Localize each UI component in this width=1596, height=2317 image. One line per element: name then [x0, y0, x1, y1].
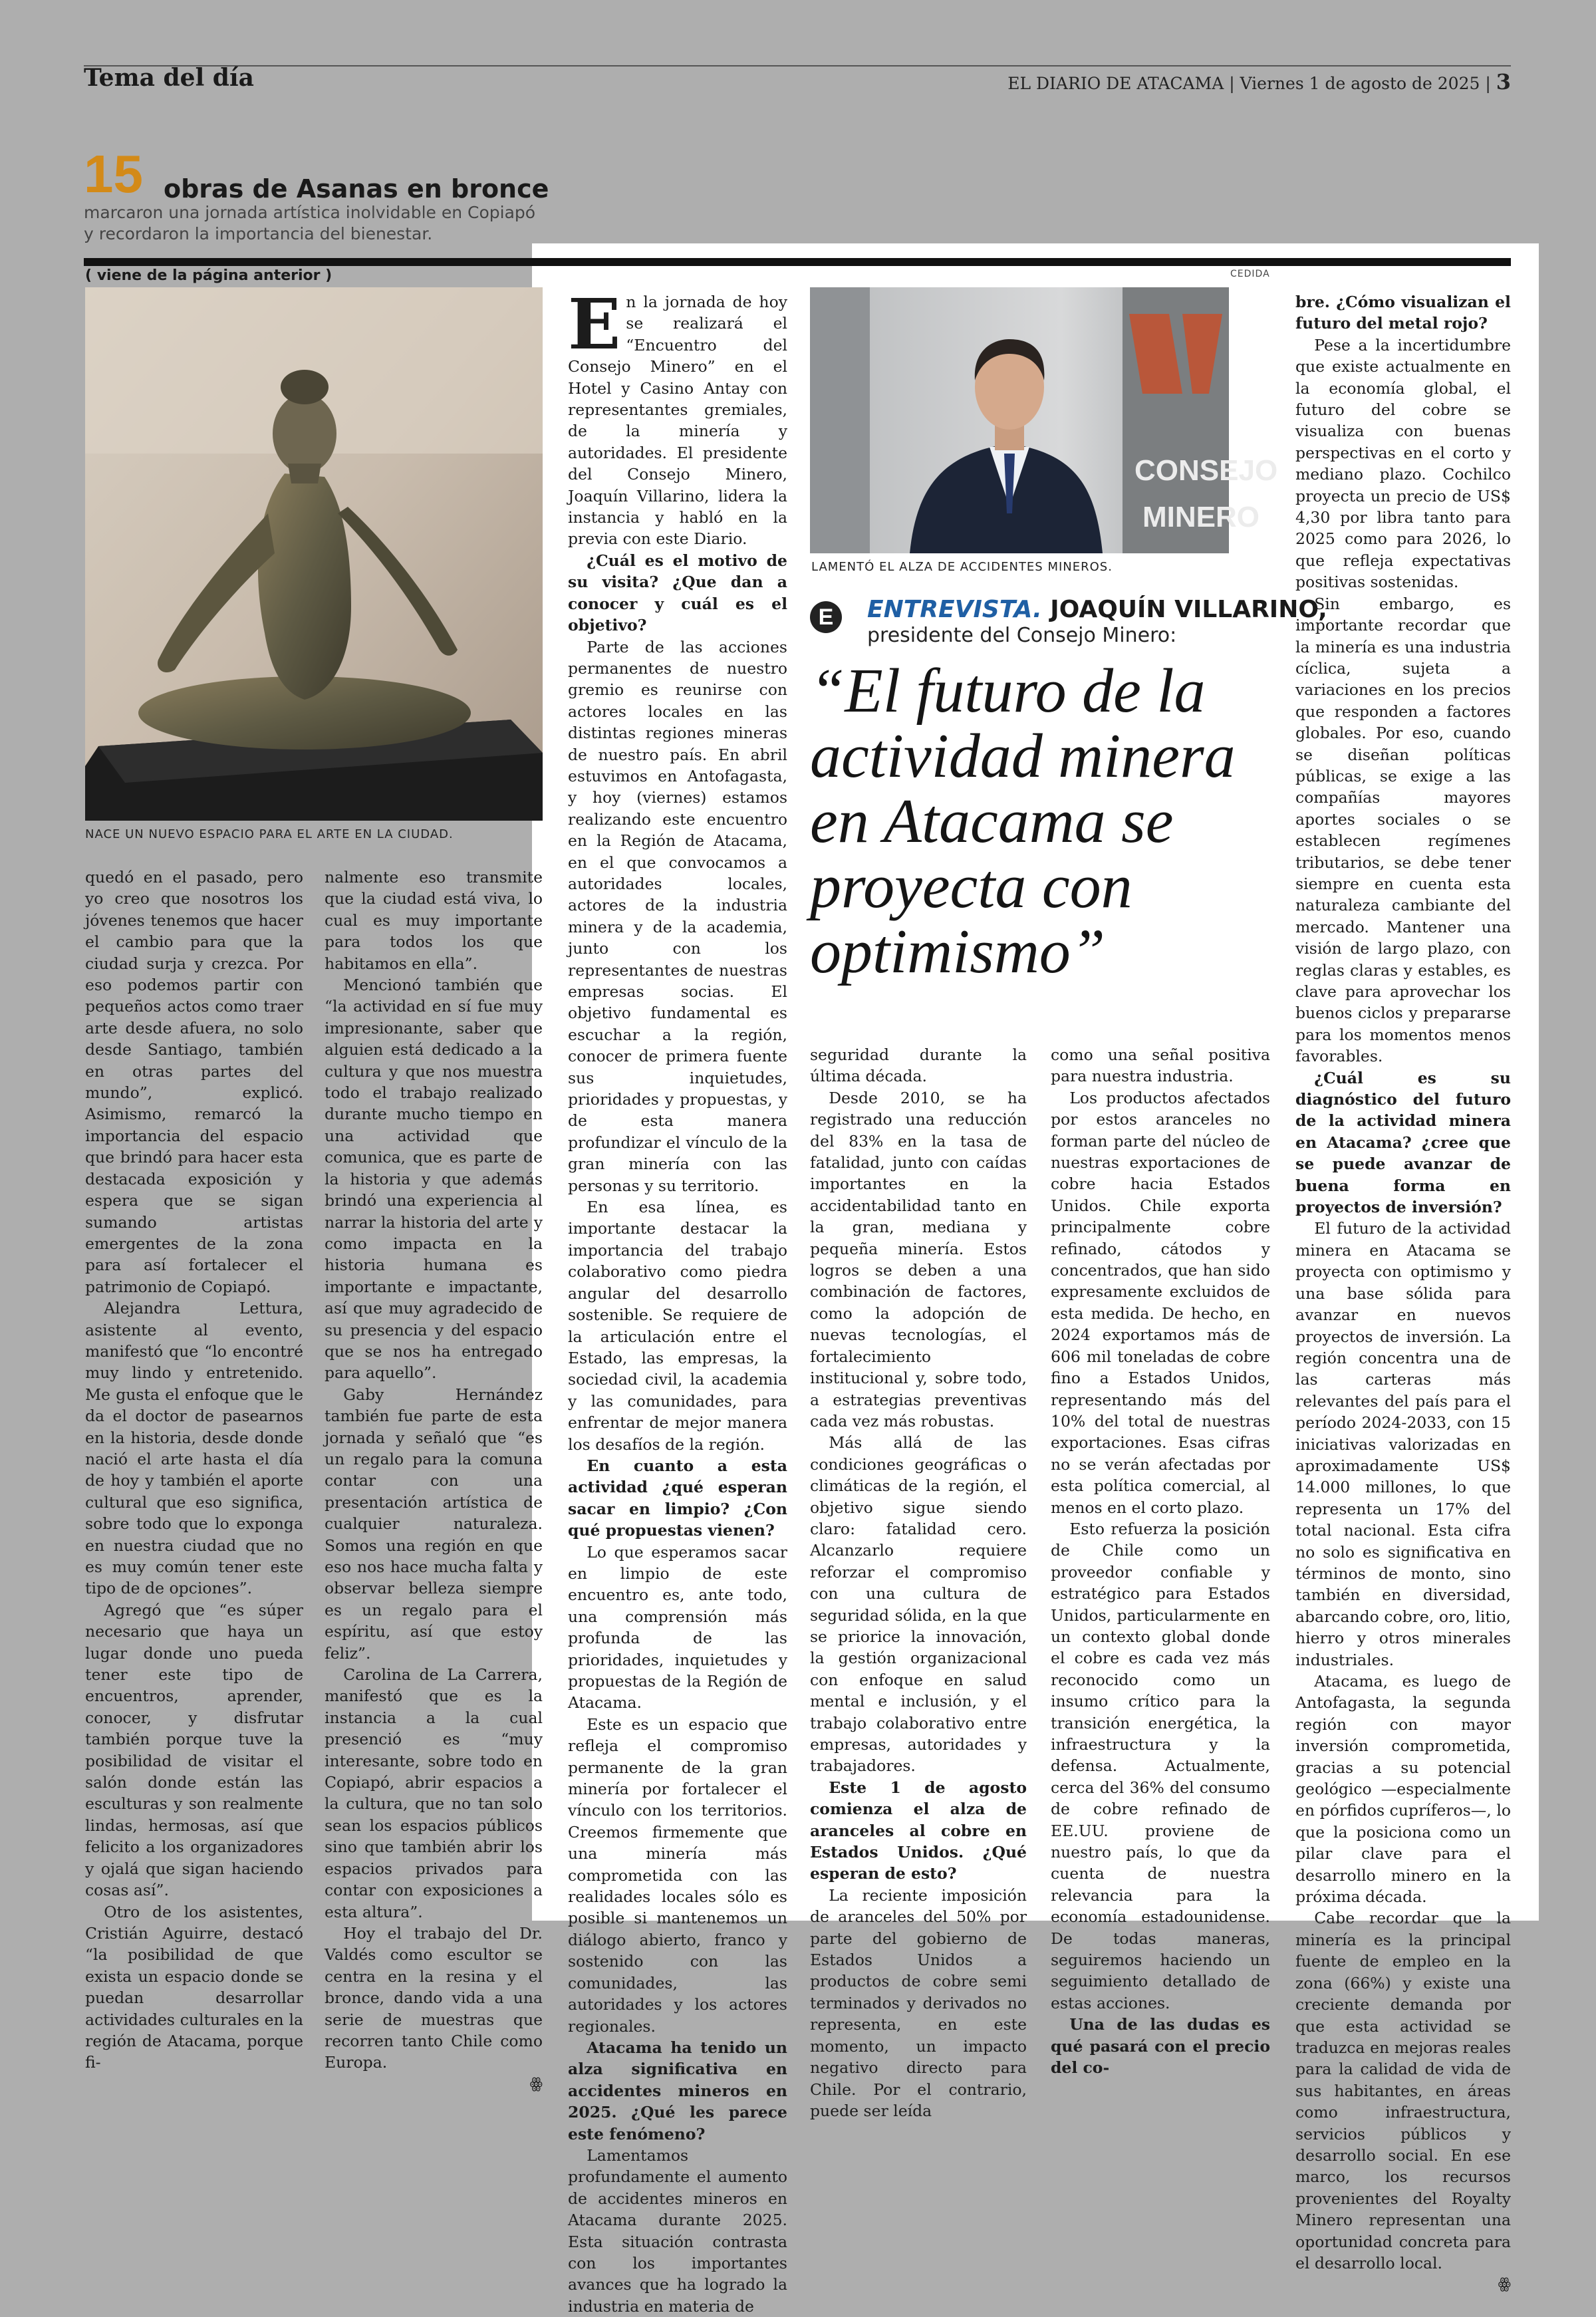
interview-type: ENTREVISTA.	[867, 596, 1042, 623]
answer: Lo que esperamos sacar en limpio de este encuentro es, ante todo, una comprensión más profunda de las prioridades, inquietudes y propuestas de la Región de Atacama.	[568, 1542, 787, 1712]
intro-text: n la jornada de hoy se realizará el “Encuentro del Consejo Minero” en el Hotel y Casino Antay con representantes gremiales, de la minería y autoridades. El presidente del Consejo Minero, Joaquín Villarino, lidera la instancia y habló en la previa con este Diario.	[568, 293, 787, 549]
article-column-2	[325, 867, 543, 2095]
kicker-number: 15	[84, 144, 143, 204]
interview-badge: E	[810, 601, 842, 633]
interview-column-3	[1051, 1044, 1270, 2079]
answer: Parte de las acciones permanentes de nuestro gremio es reunirse con actores locales en las distintas regiones mineras de nuestro país. En abril estuvimos en Antofagasta, y hoy (viernes) estamos realizando este encuentro en la Región de Atacama, en el que convocamos a autoridades locales, actores de la industria minera y de la academia, junto con los representantes de nuestras empresas socias. El objetivo fundamental es escuchar a la región, conocer de primera fuente sus inquietudes, prioridades y propuestas, y de esta manera profundizar el vínculo de la gran minería con las personas y su territorio.	[568, 637, 787, 1195]
interview-column-4	[1295, 291, 1511, 2296]
question: ¿Cuál es el motivo de su visita? ¿Que dan a conocer y cuál es el objetivo?	[568, 551, 787, 635]
sign-text-2: MINERO	[1142, 501, 1260, 533]
answer: En esa línea, es importante destacar la importancia del trabajo colaborativo como piedra angular del desarrollo sostenible. Se requiere de la articulación entre el Estado, las empresas, la sociedad civil, la academia y las comunidades, para enfrentar de mejor manera los desafíos de la región.	[568, 1198, 787, 1454]
portrait-caption: LAMENTÓ EL ALZA DE ACCIDENTES MINEROS.	[811, 560, 1113, 574]
paragraph: Agregó que “es súper necesario que haya un lugar donde uno pueda tener este tipo de encuentros, aprender, conocer, y disfrutar también porque tuve la posibilidad de visitar el salón donde están las esculturas y son realmente lindas, hermosas, así que felicito a los organizadores y ojalá que sigan haciendo cosas así”.	[85, 1600, 303, 1900]
kicker-subtitle: marcaron una jornada artística inolvidable en Copiapó y recordaron la importancia del bienestar.	[84, 203, 536, 243]
question: En cuanto a esta actividad ¿qué esperan sacar en limpio? ¿Con qué propuestas vienen?	[568, 1456, 787, 1540]
answer: Pese a la incertidumbre que existe actualmente en la economía global, el futuro del cobre se visualiza con buenas perspectivas en el corto y mediano plazo. Cochilco proyecta un precio de US$ 4,30 por libra tanto para 2025 como para 2026, lo que refleja expectativas positivas sostenidas.	[1295, 335, 1511, 592]
answer: Cabe recordar que la minería es la principal fuente de empleo en la zona (66%) y existe una creciente demanda por que esta actividad se traduzca en mejoras reales para la calidad de vida de sus habitantes, en áreas como infraestructura, servicios públicos y desarrollo social. En ese marco, los recursos provenientes del Royalty Minero representan una oportunidad concreta para el desarrollo local.	[1295, 1909, 1511, 2272]
question: Una de las dudas es qué pasará con el precio del co-	[1051, 2015, 1270, 2078]
page-number: 3	[1496, 69, 1511, 94]
section-rule	[84, 258, 1511, 266]
answer: Más allá de las condiciones geográficas o climáticas de la región, el objetivo sigue siendo claro: fatalidad cero. Alcanzarlo requiere reforzar el compromiso con una cultura de seguridad sólida, en la que se priorice la innovación, la gestión organizacional con enfoque en salud mental e inclusión, y el trabajo colaborativo entre empresas, autoridades y trabajadores.	[810, 1433, 1027, 1776]
continued-note: ( viene de la página anterior )	[85, 267, 332, 284]
answer: Los productos afectados por estos aranceles no forman parte del núcleo de nuestras exportaciones de cobre hacia Estados Unidos. Chile exporta principalmente cobre refinado, cátodos y concentrados, que han sido expresamente excluidos de esta medida. De hecho, en 2024 exportamos más de 606 mil toneladas de cobre fino a Estados Unidos, representando más del 10% del total de nuestras exportaciones. Esas cifras no se verán afectadas por esta política comercial, al menos en el corto plazo.	[1051, 1088, 1270, 1517]
question: Este 1 de agosto comienza el alza de aranceles al cobre en Estados Unidos. ¿Qué esperan de esto?	[810, 1778, 1027, 1883]
header-rule	[84, 65, 1511, 67]
paragraph: Mencionó también que “la actividad en sí fue muy impresionante, saber que alguien está dedicado a la cultura y que nos muestra todo el trabajo realizado durante mucho tiempo en una actividad que comunica, que es parte de la historia y que además brindó una experiencia al narrar la historia del arte y como impacta en la historia humana es importante e impactante, así que muy agradecido de su presencia y del espacio que se nos ha entregado para aquello”.	[325, 976, 543, 1383]
question: bre. ¿Cómo visualizan el futuro del metal rojo?	[1295, 293, 1511, 333]
photo-credit: CEDIDA	[1230, 269, 1270, 279]
interview-label	[867, 596, 1327, 623]
question: Atacama ha tenido un alza significativa en accidentes mineros en 2025. ¿Qué les parece este fenómeno?	[568, 2038, 787, 2143]
interview-column-1	[568, 283, 787, 2317]
portrait-photo	[810, 287, 1278, 553]
interviewee-role: presidente del Consejo Minero:	[867, 624, 1177, 647]
answer: El futuro de la actividad minera en Atacama se proyecta con optimismo y una base sólida para avanzar en nuevos proyectos de inversión. La región concentra una de las carteras más relevantes del país para el período 2024-2033, con 15 iniciativas valorizadas en aproximadamente US$ 14.000 millones, lo que representa un 17% del total nacional. Esta cifra no solo es significativa en términos de monto, sino también en diversidad, abarcando cobre, oro, litio, hierro y otros minerales industriales.	[1295, 1219, 1511, 1669]
answer: Lamentamos profundamente el aumento de accidentes mineros en Atacama durante 2025. Esta situación contrasta con los importantes avances que ha logrado la industria en materia de	[568, 2145, 787, 2316]
question: ¿Cuál es su diagnóstico del futuro de la actividad minera en Atacama? ¿cree que se puede avanzar de buena forma en proyectos de inversión?	[1295, 1068, 1511, 1217]
interviewee-name: JOAQUÍN VILLARINO,	[1050, 596, 1327, 623]
answer: Desde 2010, se ha registrado una reducción del 83% en la tasa de fatalidad, junto con caídas importantes en la accidentabilidad tanto en la gran, mediana y pequeña minería. Estos logros se deben a una combinación de factores, como la adopción de nuevas tecnologías, el fortalecimiento institucional y, sobre todo, a estrategias preventivas cada vez más robustas.	[810, 1088, 1027, 1431]
paragraph: nalmente eso transmite que la ciudad está viva, lo cual es muy importante para todos los que habitamos en ella”.	[325, 868, 543, 973]
kicker-title: obras de Asanas en bronce	[164, 174, 549, 204]
headline: “El futuro de la actividad minera en Atacama se proyecta con optimismo”	[810, 656, 1236, 986]
answer: seguridad durante la última década.	[810, 1045, 1027, 1086]
paragraph: Carolina de La Carrera, manifestó que es la instancia a la cual presenció es “muy interesante, sobre todo en Copiapó, abrir espacios a la cultura, que no tan solo sean los espacios públicos sino que también abrir los espacios privados para contar con exposiciones a esta altura”.	[325, 1665, 543, 1921]
answer: Sin embargo, es importante recordar que la minería es una industria cíclica, sujeta a variaciones en los precios que responden a factores globales. Por eso, cuando se diseñan políticas públicas, se exige a las compañías mayores aportes sociales o se establecen regímenes tributarios, se debe tener siempre en cuenta esta naturaleza cambiante del mercado. Mantener una visión de largo plazo, con reglas claras y estables, es clave para aprovechar los buenos ciclos y prepararse para los momentos menos favorables.	[1295, 594, 1511, 1066]
paragraph: Hoy el trabajo del Dr. Valdés como escultor se centra en la resina y el bronce, dando vida a una serie de muestras que recorren tanto Chile como Europa.	[325, 1923, 543, 2072]
paragraph: Alejandra Lettura, asistente al evento, manifestó que “lo encontré muy lindo y entretenido. Me gusta el enfoque que le da el doctor de pasearnos en la historia, desde donde nació el arte hasta el día de hoy y también el aporte cultural que eso significa, sobre todo que lo exponga en nuestra ciudad que no es muy común tener este tipo de de opciones”.	[85, 1299, 303, 1598]
paragraph: Gaby Hernández también fue parte de esta jornada y señaló que “es un regalo para la comuna contar con una presentación artística de cualquier naturaleza. Somos una región en que eso nos hace mucha falta y observar belleza siempre es un regalo para el espíritu, así que estoy feliz”.	[325, 1385, 543, 1663]
answer: Atacama, es luego de Antofagasta, la segunda región con mayor inversión comprometida, gracias a su potencial geológico —especialmente en pórfidos cupríferos—, lo que la posiciona como un pilar clave para el desarrollo minero en la próxima década.	[1295, 1672, 1511, 1907]
sculpture-photo	[85, 287, 543, 821]
article-column-1	[85, 867, 303, 2074]
answer: Este es un espacio que refleja el compromiso permanente de la gran minería por fortalecer el vínculo con los territorios. Creemos firmemente que una minería más comprometida con las realidades locales sólo es posible si mantenemos un diálogo abierto, franco y sostenido con las comunidades, las autoridades y los actores regionales.	[568, 1714, 787, 2036]
interview-column-2	[810, 1044, 1027, 2121]
drop-cap: E	[568, 283, 621, 365]
answer: como una señal positiva para nuestra industria.	[1051, 1045, 1270, 1086]
end-mark: ꙮ	[529, 2075, 543, 2092]
end-mark: ꙮ	[1498, 2276, 1511, 2293]
answer: La reciente imposición de aranceles del 50% por parte del gobierno de Estados Unidos a productos de cobre semi terminados y derivados no representa, en este momento, un impacto negativo directo para Chile. Por el contrario, puede ser leída	[810, 1885, 1027, 2120]
masthead-text: EL DIARIO DE ATACAMA | Viernes 1 de agosto de 2025 |	[1007, 74, 1491, 93]
masthead	[1007, 69, 1511, 94]
section-label: Tema del día	[84, 64, 254, 92]
paragraph: Otro de los asistentes, Cristián Aguirre, destacó “la posibilidad de que exista un espacio donde se puedan desarrollar actividades culturales en la región de Atacama, porque fi-	[85, 1902, 303, 2072]
sign-text-1: CONSEJO	[1134, 454, 1278, 487]
answer: Esto refuerza la posición de Chile como un proveedor confiable y estratégico para Estados Unidos, particularmente en un contexto global donde el cobre es cada vez más reconocido como un insumo crítico para la transición energética, la infraestructura y la defensa. Actualmente, cerca del 36% del consumo de cobre refinado de EE.UU. proviene de nuestro país, lo que da cuenta de nuestra relevancia para la economía estadounidense. De todas maneras, seguiremos haciendo un seguimiento detallado de estas acciones.	[1051, 1519, 1270, 2012]
paragraph: quedó en el pasado, pero yo creo que nosotros los jóvenes tenemos que hacer el cambio para que la ciudad surja y crezca. Por eso podemos partir con pequeños actos como traer arte desde afuera, no solo desde Santiago, también en otras partes del mundo”, explicó. Asimismo, remarcó la importancia del espacio que brindó para hacer esta destacada exposición y espera que se sigan sumando artistas emergentes de la zona para así fortalecer el patrimonio de Copiapó.	[85, 868, 303, 1296]
sculpture-caption: NACE UN NUEVO ESPACIO PARA EL ARTE EN LA CIUDAD.	[85, 827, 454, 841]
